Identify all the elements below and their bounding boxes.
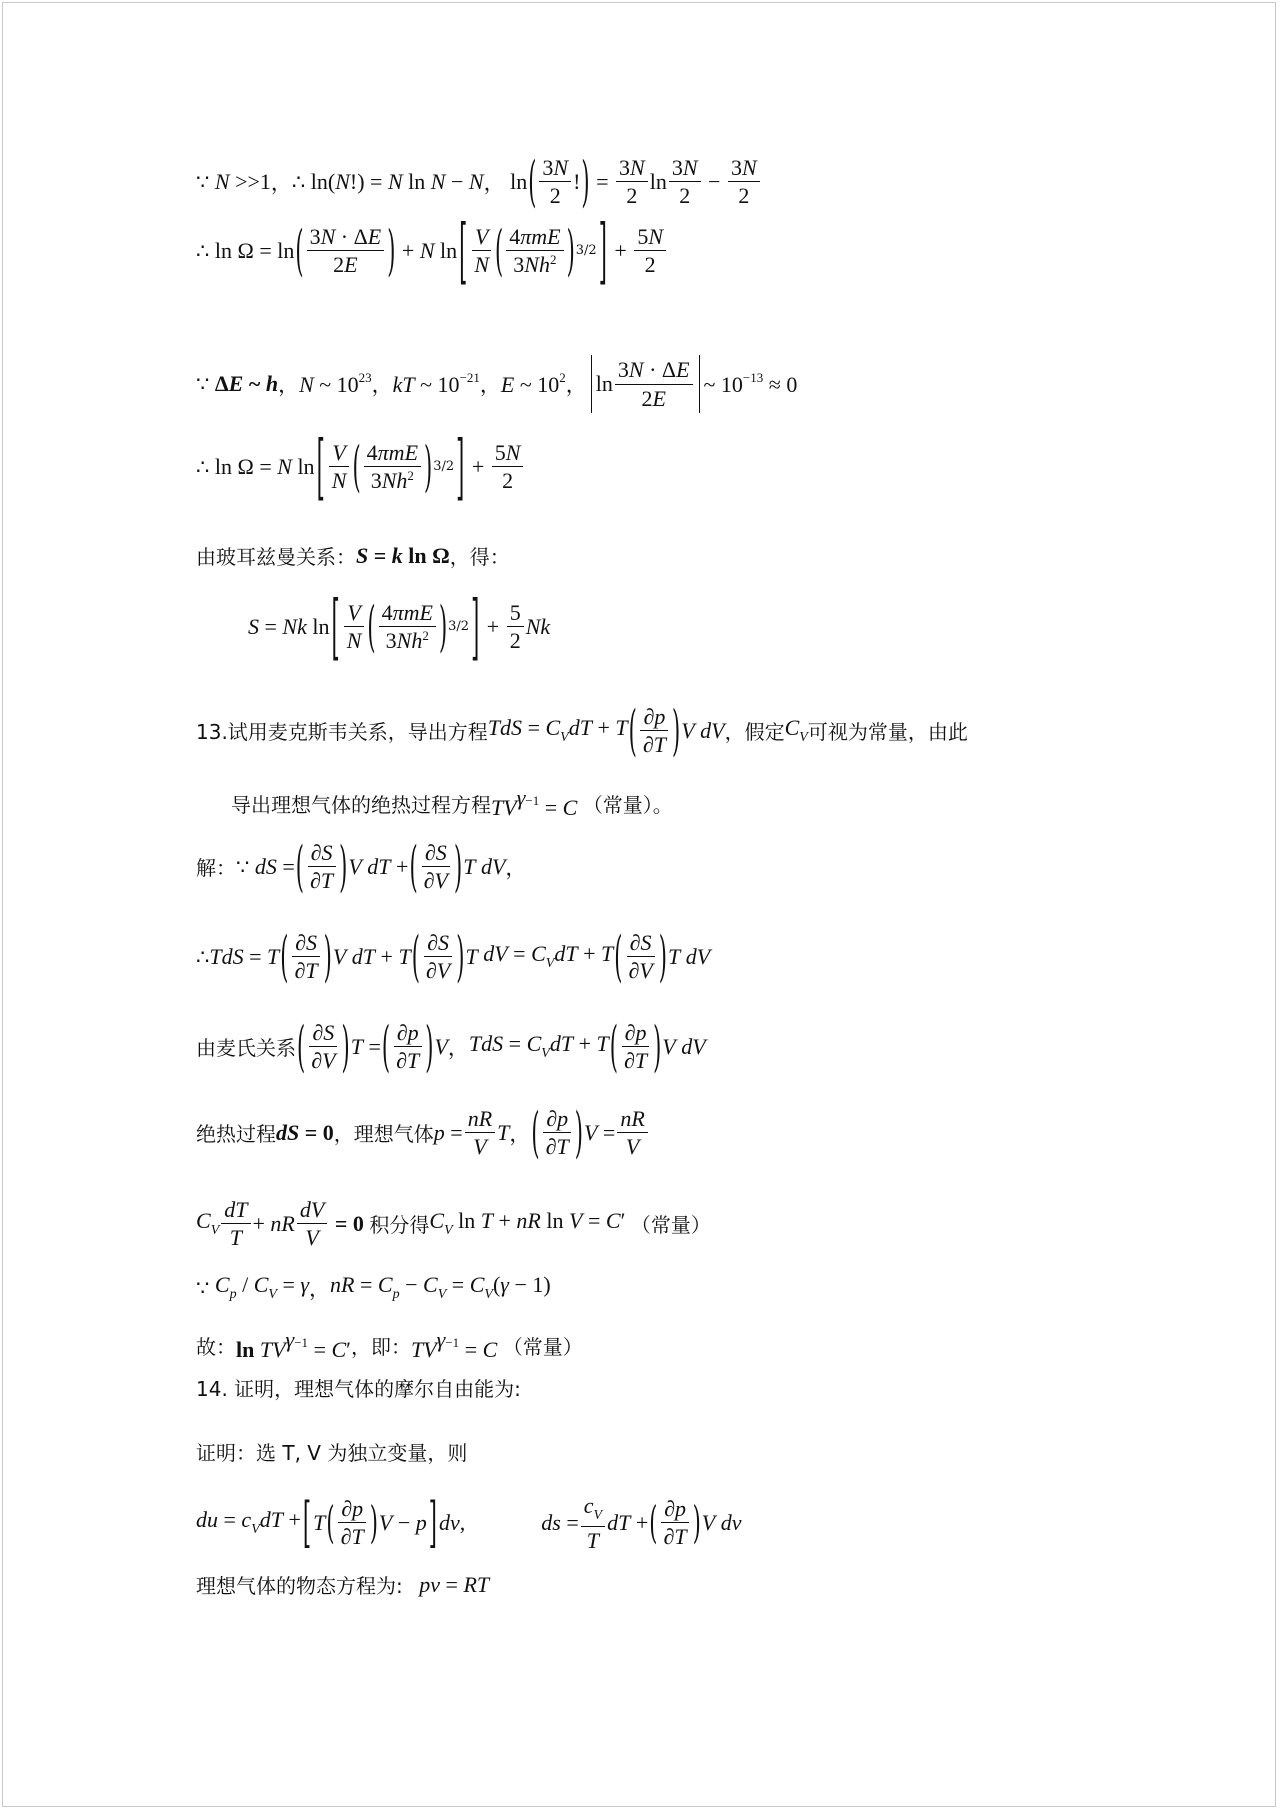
gamma-relation-line: ∵ $C_p / C_V = \gamma$ ， nR = $C_p - C_V = C_V(\gamma - 1)$ — [196, 1272, 551, 1302]
equation-line-orders: ∵ ΔE ~ h ， N ~ $10^{23}$ ， kT ~ $10^{-21}$ ， E ~ $10^2$ ， ln $\frac{3N \cdot \Delta E}{2E}$ ~ $10^{-13} \approx 0$ — [196, 355, 797, 413]
question-13-line-1: 13.试用麦克斯韦关系，导出方程 TdS = $C_VdT + T$ ( $\frac{\partial p}{\partial T}$ ) V dV ，假定 $C_V$ 可视为常量，由此 — [196, 699, 968, 762]
boltzmann-relation-line: 由玻耳兹曼关系： S = k ln Ω ， 得： — [196, 542, 510, 569]
document-page — [2, 2, 1276, 1807]
question-13-line-2: 导出理想气体的绝热过程方程 $TV^{\gamma-1} = C$ （常量）。 — [231, 785, 673, 820]
equation-line-entropy: S = Nk ln [ $\frac{V}{N}$ ( $\frac{\text{4πmE}}{3Nh^2}$ ) 3/2 ] + $\frac{5}{2}$ Nk — [248, 585, 551, 668]
equation-line-ln-omega-2: ∴ ln Ω = N ln [ $\frac{V}{N}$ ( $\frac{\text{4πmE}}{3Nh^2}$ ) 3/2 ] + $\frac{5N}{2}$ — [196, 441, 525, 492]
question-14-line: 14. 证明，理想气体的摩尔自由能为: — [196, 1377, 521, 1401]
equation-line-stirling: ∵ N >>1 ， ∴ ln(N!) = N ln N − N ， ln ( $\frac{3N}{2}$ ! ) = $\frac{3N}{2}$ ln $\frac{3N}{2}$ − $\frac{3N}{2}$ — [196, 156, 762, 207]
maxwell-relation-line: 由麦氏关系 ( $\frac{\partial S}{\partial V}$ ) T = ( $\frac{\partial p}{\partial T}$ ) V ， TdS = $C_VdT + T$ ( $\frac{\partial p}{\partial T}$ ) V dV — [196, 1015, 706, 1078]
proof-intro-line: 证明：选 T, V 为独立变量，则 — [196, 1441, 468, 1465]
conclusion-line: 故： $\ln TV^{\gamma-1} = C'$ ，即： $TV^{\gamma-1} = C$ （常量） — [196, 1327, 583, 1362]
du-ds-line: du = $c_VdT$ + [ T ( $\frac{\partial p}{\partial T}$ ) V − p ] dv, ds = $\frac{c_V}{T}$ dT + ( $\frac{\partial p}{\partial T}$ ) V dv — [196, 1491, 742, 1555]
adiabatic-ideal-gas-line: 绝热过程 dS = 0 ，理想气体 p = $\frac{nR}{V}$ T ， ( $\frac{\partial p}{\partial T}$ ) V = $\frac{nR}{V}$ — [196, 1107, 650, 1158]
solution-tds-line: ∴ TdS = T ( $\frac{\partial S}{\partial T}$ ) V dT + T ( $\frac{\partial S}{\partial V}$ ) T dV = $C_VdT + T$ ( $\frac{\partial S}{\partial V}$ ) T dV — [196, 925, 711, 988]
solution-ds-line: 解： ∵ dS = ( $\frac{\partial S}{\partial T}$ ) V dT + ( $\frac{\partial S}{\partial V}$ ) T dV ， — [196, 835, 527, 898]
integration-line: $C_V$ $\frac{dT}{T}$ + nR $\frac{dV}{V}$ = 0 积分得 $C_V$ ln T + nR ln V = C′ （常量） — [196, 1197, 711, 1251]
equation-line-ln-omega-1: ∴ ln Ω = ln ( $\frac{3N \cdot \Delta E}{2E}$ ) + N ln [ $\frac{V}{N}$ ( $\frac{\text{4πmE}}{3Nh^2}$ ) 3/2 ] + $\frac{5N}{2}$ — [196, 225, 668, 276]
equation-of-state-line: 理想气体的物态方程为: pv = RT — [196, 1571, 490, 1598]
